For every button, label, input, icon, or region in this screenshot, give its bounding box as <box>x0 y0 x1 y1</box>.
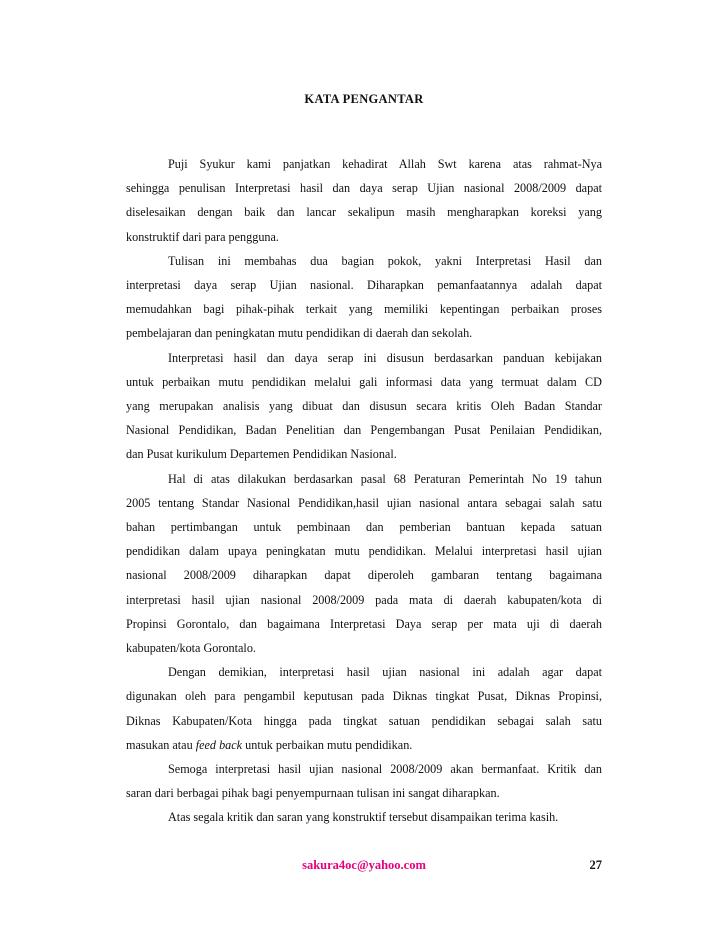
text-line <box>126 733 602 757</box>
paragraph-4 <box>126 467 602 661</box>
text-line: Propinsi Gorontalo, dan bagaimana Interpretasi Daya serap per mata uji di daerah <box>126 616 602 631</box>
text-line: pembelajaran dan peningkatan mutu pendidikan di daerah dan sekolah. <box>126 326 473 341</box>
body-text <box>126 152 602 830</box>
text-line: Interpretasi hasil dan daya serap ini disusun berdasarkan panduan kebijakan <box>168 350 602 365</box>
page-number: 27 <box>589 858 602 872</box>
text-line: konstruktif dari para pengguna. <box>126 229 279 244</box>
text-line: Dengan demikian, interpretasi hasil ujian nasional ini adalah agar dapat <box>168 665 602 680</box>
text-line: kabupaten/kota Gorontalo. <box>126 641 256 656</box>
paragraph-1 <box>126 152 602 249</box>
paragraph-3 <box>126 346 602 467</box>
text-line: interpretasi daya serap Ujian nasional. Diharapkan pemanfaatannya adalah dapat <box>126 278 602 293</box>
text-line: saran dari berbagai pihak bagi penyempurnaan tulisan ini sangat diharapkan. <box>126 786 500 801</box>
text-line: 2005 tentang Standar Nasional Pendidikan,hasil ujian nasional antara sebagai salah satu <box>126 495 602 510</box>
text-line: yang merupakan analisis yang dibuat dan disusun secara kritis Oleh Badan Standar <box>126 399 602 414</box>
text-line: Diknas Kabupaten/Kota hingga pada tingkat satuan pendidikan sebagai salah satu <box>126 713 602 728</box>
text-line: diselesaikan dengan baik dan lancar sekalipun masih mengharapkan koreksi yang <box>126 205 602 220</box>
paragraph-6 <box>126 757 602 805</box>
text-segment: masukan atau <box>126 737 196 752</box>
text-line: Semoga interpretasi hasil ujian nasional 2008/2009 akan bermanfaat. Kritik dan <box>168 762 602 777</box>
paragraph-5 <box>126 660 602 757</box>
text-line: bahan pertimbangan untuk pembinaan dan pemberian bantuan kepada satuan <box>126 520 602 535</box>
page-title: KATA PENGANTAR <box>304 92 424 106</box>
text-line: interpretasi hasil ujian nasional 2008/2009 pada mata di daerah kabupaten/kota di <box>126 592 602 607</box>
text-line: digunakan oleh para pengambil keputusan pada Diknas tingkat Pusat, Diknas Propinsi, <box>126 689 602 704</box>
text-segment: untuk perbaikan mutu pendidikan. <box>242 737 413 752</box>
text-line: Nasional Pendidikan, Badan Penelitian dan Pengembangan Pusat Penilaian Pendidikan, <box>126 423 602 438</box>
text-line: untuk perbaikan mutu pendidikan melalui gali informasi data yang termuat dalam CD <box>126 374 602 389</box>
paragraph-7 <box>126 805 602 829</box>
text-line: Atas segala kritik dan saran yang konstruktif tersebut disampaikan terima kasih. <box>168 810 559 825</box>
italic-term: feed back <box>195 737 243 752</box>
text-line: Puji Syukur kami panjatkan kehadirat Allah Swt karena atas rahmat-Nya <box>168 157 602 171</box>
text-line: nasional 2008/2009 diharapkan dapat diperoleh gambaran tentang bagaimana <box>126 568 602 583</box>
text-line: dan Pusat kurikulum Departemen Pendidikan Nasional. <box>126 447 397 462</box>
text-line: memudahkan bagi pihak-pihak terkait yang memiliki kepentingan perbaikan proses <box>126 302 602 317</box>
text-line: pendidikan dalam upaya peningkatan mutu pendidikan. Melalui interpretasi hasil ujian <box>126 544 602 559</box>
text-line: sehingga penulisan Interpretasi hasil dan daya serap Ujian nasional 2008/2009 dapat <box>126 181 602 196</box>
text-line: Hal di atas dilakukan berdasarkan pasal 68 Peraturan Pemerintah No 19 tahun <box>168 471 602 486</box>
text-line: Tulisan ini membahas dua bagian pokok, yakni Interpretasi Hasil dan <box>168 253 602 268</box>
footer-email: sakura4oc@yahoo.com <box>302 858 426 872</box>
paragraph-2 <box>126 249 602 346</box>
